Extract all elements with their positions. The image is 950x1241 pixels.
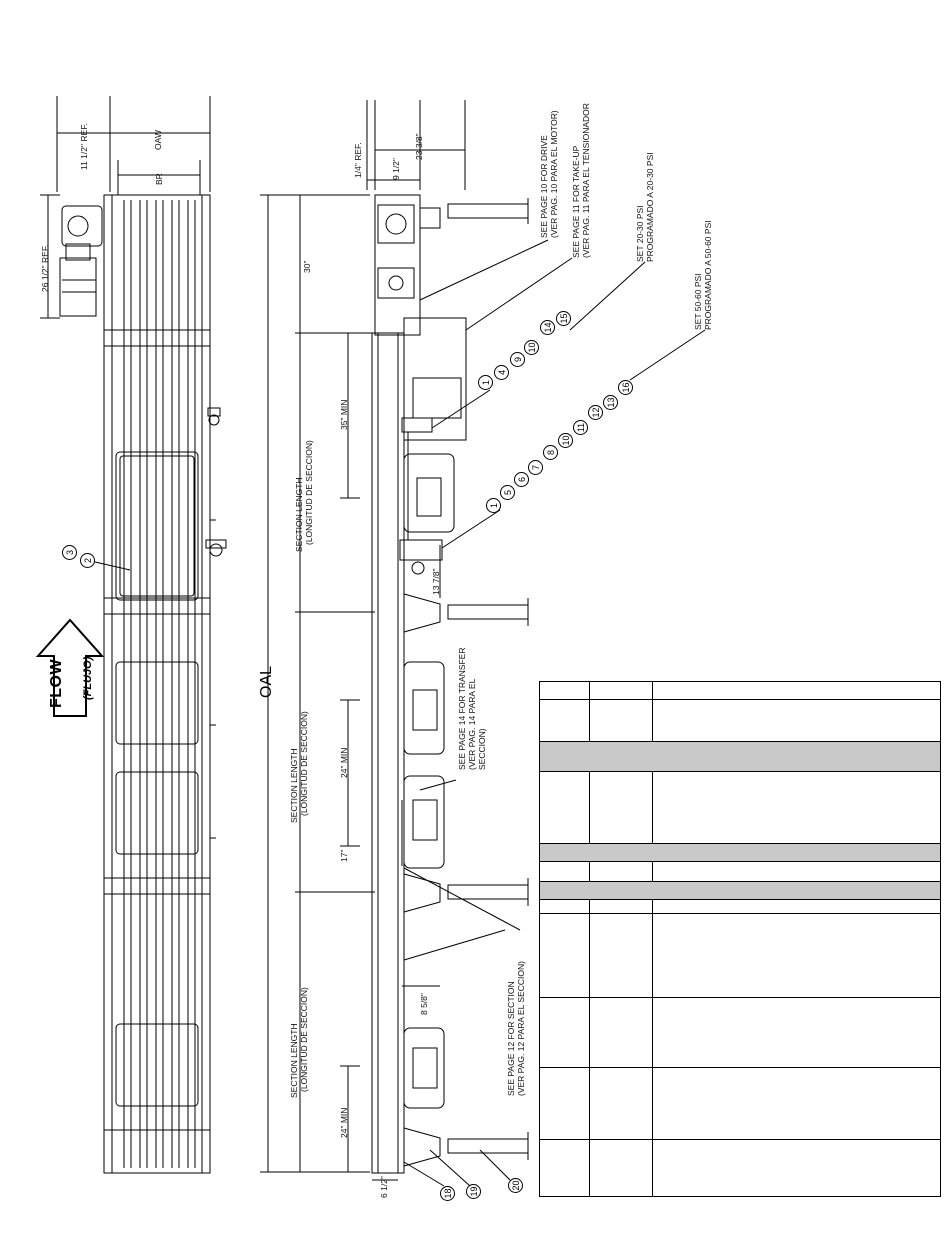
table-row [540, 998, 940, 1068]
callout-11: 11 [573, 420, 588, 435]
table-header-row [540, 682, 940, 700]
set-50-60-en: SET 50-60 PSI [693, 273, 703, 330]
dim-24-min-2-label: 24" MIN [339, 1107, 349, 1138]
callout-3: 3 [62, 545, 77, 560]
oal-label: OAL [258, 665, 275, 698]
see-page-12-es: (VER PAG. 12 PARA EL SECCION) [516, 961, 526, 1096]
callout-10b: 10 [558, 433, 573, 448]
callout-20: 20 [508, 1178, 523, 1193]
table-row-shaded [540, 882, 940, 900]
dim-9-half-label: 9 1/2" [391, 158, 401, 180]
callout-15: 15 [556, 311, 571, 326]
flujo-label: (FLUJO) [82, 656, 94, 700]
callout-5: 5 [500, 485, 515, 500]
ref-quarter-label: 1/4" REF. [353, 142, 363, 178]
see-page-10-es: (VER PAG. 10 PARA EL MOTOR) [549, 110, 559, 238]
callout-1a: 1 [478, 375, 493, 390]
callout-8: 8 [543, 445, 558, 460]
callout-12: 12 [588, 405, 603, 420]
ref-11-half-label: 11 1/2" REF. [79, 123, 89, 170]
br-label: BR [154, 173, 164, 185]
dim-35-min-label: 35" MIN [339, 399, 349, 430]
callout-14: 14 [540, 320, 555, 335]
callout-7: 7 [528, 460, 543, 475]
section-length-1-en: SECTION LENGTH [294, 477, 304, 552]
callout-4: 4 [494, 365, 509, 380]
top-view [38, 96, 226, 1173]
callout-1b: 1 [486, 498, 501, 513]
ref-26-half-label: 26 1/2" REF. [40, 244, 50, 292]
table-row-shaded [540, 844, 940, 862]
dim-17-label: 17" [339, 849, 349, 862]
see-page-10-en: SEE PAGE 10 FOR DRIVE [539, 135, 549, 238]
flow-label: FLOW [48, 658, 65, 708]
parts-table [539, 681, 941, 1197]
callout-18: 18 [440, 1186, 455, 1201]
dim-8-5-8-label: 8 5/8" [419, 993, 429, 1015]
oaw-label: OAW [153, 130, 163, 150]
table-row [540, 700, 940, 742]
set-50-60-es: PROGRAMADO A 50-60 PSI [703, 220, 713, 330]
table-row [540, 772, 940, 844]
section-length-3-en: SECTION LENGTH [289, 1023, 299, 1098]
see-page-14-l3: SECCION) [477, 728, 487, 770]
callout-19: 19 [466, 1184, 481, 1199]
section-length-3-es: (LONGITUD DE SECCION) [299, 987, 309, 1092]
table-row [540, 914, 940, 998]
see-page-11-en: SEE PAGE 11 FOR TAKE-UP [571, 145, 581, 258]
see-page-11-es: (VER PAG. 11 PARA EL TENSIONADOR [581, 103, 591, 258]
callout-2: 2 [80, 553, 95, 568]
table-row [540, 862, 940, 882]
see-page-14-l1: SEE PAGE 14 FOR TRANSFER [457, 647, 467, 770]
dim-13-7-8-label: 13 7/8" [431, 568, 441, 595]
dim-30-label: 30" [302, 260, 312, 273]
table-row [540, 900, 940, 914]
callout-9a: 9 [510, 352, 525, 367]
see-page-12-en: SEE PAGE 12 FOR SECTION [506, 981, 516, 1096]
section-length-1-es: (LONGITUD DE SECCION) [304, 440, 314, 545]
section-length-2-es: (LONGITUD DE SECCION) [299, 711, 309, 816]
callout-16: 16 [618, 380, 633, 395]
dim-23-3-8-label: 23 3/8" [414, 133, 424, 160]
table-row [540, 1140, 940, 1198]
table-row-shaded [540, 742, 940, 772]
set-20-30-en: SET 20-30 PSI [635, 205, 645, 262]
set-20-30-es: PROGRAMADO A 20-30 PSI [645, 152, 655, 262]
dim-24-min-1-label: 24" MIN [339, 747, 349, 778]
see-page-14-l2: (VER PAG. 14 PARA EL [467, 678, 477, 770]
table-row [540, 1068, 940, 1140]
callout-6: 6 [514, 472, 529, 487]
section-length-2-en: SECTION LENGTH [289, 748, 299, 823]
callout-10a: 10 [524, 340, 539, 355]
callout-13: 13 [603, 395, 618, 410]
dim-6-half-label: 6 1/2" [379, 1176, 389, 1198]
